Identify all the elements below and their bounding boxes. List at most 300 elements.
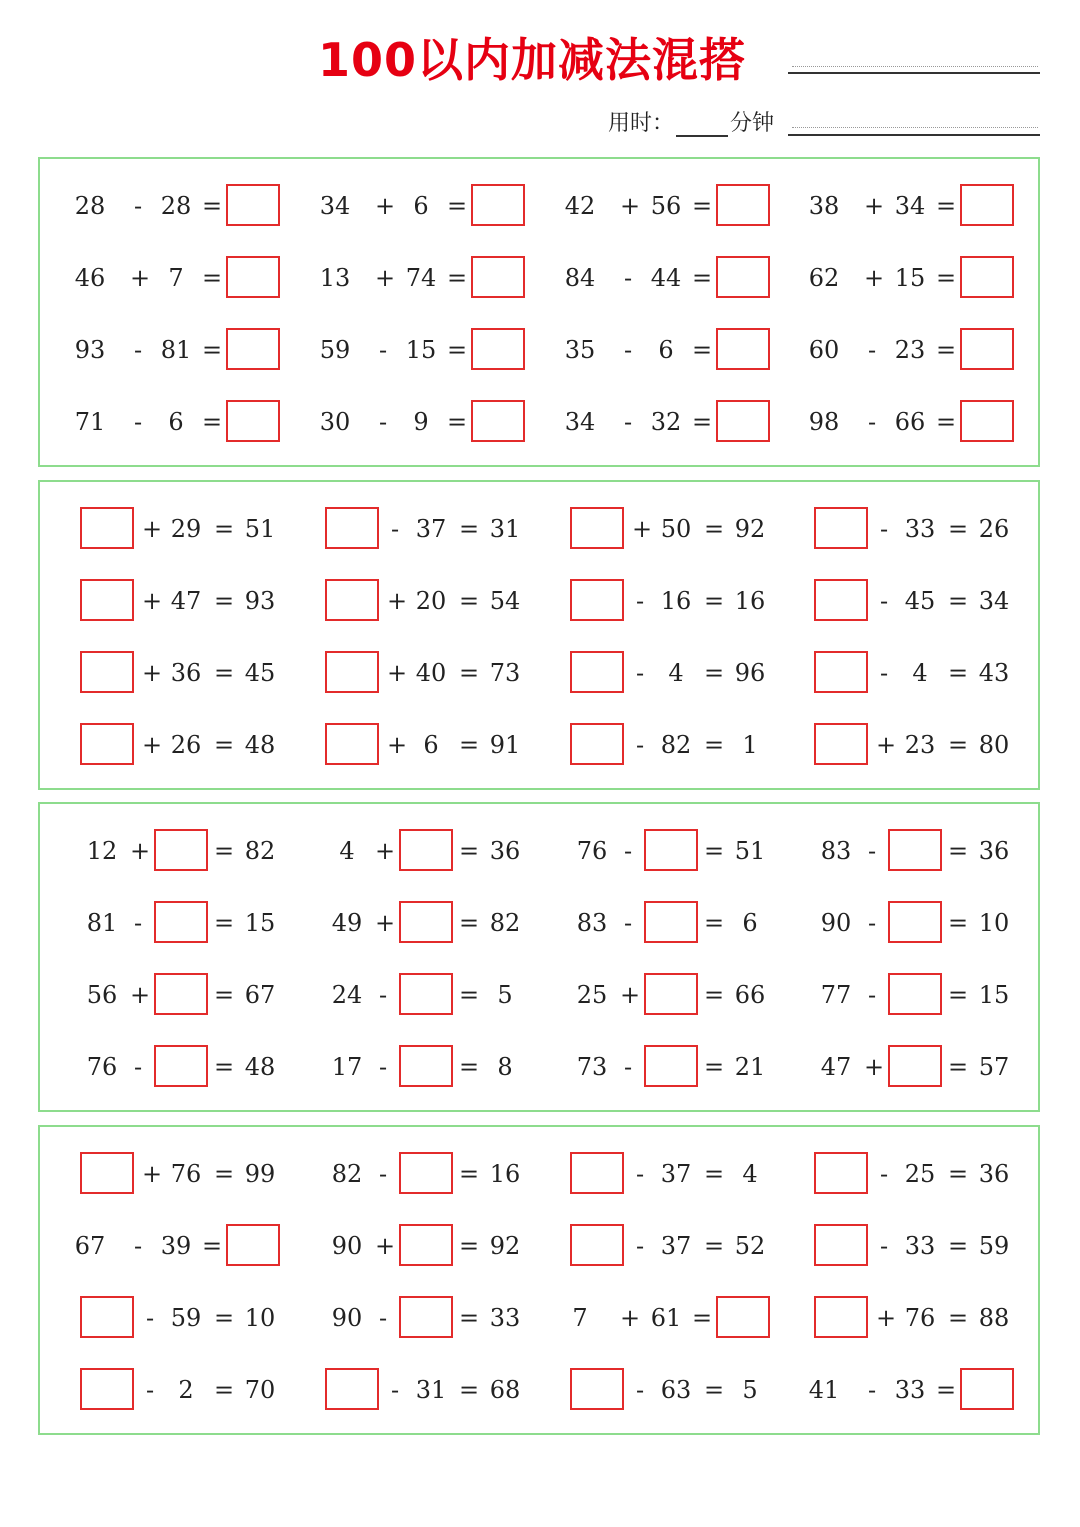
operator: - <box>623 909 633 937</box>
answer-box[interactable] <box>570 723 624 765</box>
result-number: 36 <box>978 837 1010 865</box>
operand-number: 6 <box>413 192 429 220</box>
answer-box[interactable] <box>888 901 942 943</box>
equation <box>794 651 1010 695</box>
result-number: 92 <box>489 1232 521 1260</box>
equals-sign: = <box>704 1053 725 1081</box>
equation <box>550 256 760 300</box>
equals-sign: = <box>704 1232 725 1260</box>
result-number: 10 <box>978 909 1010 937</box>
result-number: 57 <box>978 1053 1010 1081</box>
equation <box>60 184 270 228</box>
equation <box>794 1296 1010 1340</box>
operand-number: 30 <box>319 408 351 436</box>
operand-number: 83 <box>576 909 608 937</box>
operand-number: 34 <box>319 192 351 220</box>
result-number: 10 <box>244 1304 276 1332</box>
equals-sign: = <box>692 1304 713 1332</box>
equation <box>550 1296 760 1340</box>
equals-sign: = <box>214 1304 235 1332</box>
operator: - <box>867 981 877 1009</box>
answer-box[interactable] <box>814 723 868 765</box>
operand-number: 4 <box>912 659 928 687</box>
operator: - <box>879 1160 889 1188</box>
equation <box>794 973 1010 1017</box>
answer-box[interactable] <box>325 507 379 549</box>
answer-box[interactable] <box>399 1152 453 1194</box>
equals-sign: = <box>459 515 480 543</box>
equals-sign: = <box>459 1053 480 1081</box>
answer-box[interactable] <box>471 184 525 226</box>
equals-sign: = <box>948 659 969 687</box>
operator: - <box>390 515 400 543</box>
equals-sign: = <box>936 264 957 292</box>
operator: - <box>879 659 889 687</box>
result-number: 91 <box>489 731 521 759</box>
equals-sign: = <box>459 659 480 687</box>
equation <box>550 973 766 1017</box>
result-number: 48 <box>244 731 276 759</box>
answer-box[interactable] <box>814 1224 868 1266</box>
answer-box[interactable] <box>814 651 868 693</box>
equals-sign: = <box>948 1232 969 1260</box>
operand-number: 39 <box>160 1232 192 1260</box>
answer-box[interactable] <box>814 1152 868 1194</box>
answer-box[interactable] <box>888 829 942 871</box>
operand-number: 49 <box>331 909 363 937</box>
operator: + <box>130 981 151 1009</box>
result-number: 82 <box>244 837 276 865</box>
operator: + <box>864 192 885 220</box>
answer-box[interactable] <box>570 1224 624 1266</box>
operand-number: 6 <box>423 731 439 759</box>
operand-number: 13 <box>319 264 351 292</box>
equation <box>550 184 760 228</box>
operand-number: 4 <box>668 659 684 687</box>
operator: - <box>390 1376 400 1404</box>
operand-number: 81 <box>160 336 192 364</box>
answer-box[interactable] <box>399 1045 453 1087</box>
equation <box>305 829 521 873</box>
operand-number: 33 <box>894 1376 926 1404</box>
worksheet-title: 100以内加减法混搭 <box>318 33 747 87</box>
operator: + <box>130 837 151 865</box>
operator: - <box>635 1160 645 1188</box>
equals-sign: = <box>948 587 969 615</box>
equals-sign: = <box>459 731 480 759</box>
equals-sign: = <box>692 336 713 364</box>
equation <box>550 1045 766 1089</box>
equals-sign: = <box>202 336 223 364</box>
answer-box[interactable] <box>570 507 624 549</box>
operand-number: 61 <box>650 1304 682 1332</box>
operator: + <box>387 659 408 687</box>
operand-number: 83 <box>820 837 852 865</box>
answer-box[interactable] <box>154 973 208 1015</box>
operand-number: 41 <box>808 1376 840 1404</box>
result-number: 99 <box>244 1160 276 1188</box>
answer-box[interactable] <box>80 1368 134 1410</box>
equals-sign: = <box>704 515 725 543</box>
answer-box[interactable] <box>226 400 280 442</box>
equals-sign: = <box>948 837 969 865</box>
result-number: 52 <box>734 1232 766 1260</box>
answer-box[interactable] <box>226 256 280 298</box>
operand-number: 33 <box>904 515 936 543</box>
equation <box>305 973 515 1017</box>
equation <box>305 1152 521 1196</box>
result-number: 54 <box>489 587 521 615</box>
equation <box>60 256 270 300</box>
equation <box>794 723 1010 767</box>
result-number: 15 <box>244 909 276 937</box>
equals-sign: = <box>936 336 957 364</box>
answer-box[interactable] <box>960 1368 1014 1410</box>
result-number: 21 <box>734 1053 766 1081</box>
equation <box>60 651 276 695</box>
answer-box[interactable] <box>80 579 134 621</box>
answer-box[interactable] <box>716 184 770 226</box>
answer-box[interactable] <box>80 651 134 693</box>
operand-number: 26 <box>170 731 202 759</box>
answer-box[interactable] <box>471 328 525 370</box>
answer-box[interactable] <box>960 184 1014 226</box>
operand-number: 20 <box>415 587 447 615</box>
operator: - <box>635 587 645 615</box>
result-number: 26 <box>978 515 1010 543</box>
operand-number: 77 <box>820 981 852 1009</box>
equation <box>550 1152 760 1196</box>
equals-sign: = <box>214 515 235 543</box>
equation <box>60 507 276 551</box>
operand-number: 34 <box>564 408 596 436</box>
operand-number: 37 <box>660 1232 692 1260</box>
equation <box>550 400 760 444</box>
operand-number: 42 <box>564 192 596 220</box>
answer-box[interactable] <box>570 1152 624 1194</box>
answer-box[interactable] <box>716 328 770 370</box>
operand-number: 59 <box>170 1304 202 1332</box>
operand-number: 17 <box>331 1053 363 1081</box>
answer-box[interactable] <box>888 973 942 1015</box>
result-number: 8 <box>497 1053 513 1081</box>
equals-sign: = <box>948 515 969 543</box>
answer-box[interactable] <box>154 901 208 943</box>
operand-number: 46 <box>74 264 106 292</box>
answer-box[interactable] <box>399 901 453 943</box>
result-number: 6 <box>742 909 758 937</box>
operator: + <box>142 587 163 615</box>
operand-number: 2 <box>178 1376 194 1404</box>
equation <box>305 723 521 767</box>
operand-number: 71 <box>74 408 106 436</box>
result-number: 93 <box>244 587 276 615</box>
answer-box[interactable] <box>399 973 453 1015</box>
answer-box[interactable] <box>80 1296 134 1338</box>
answer-box[interactable] <box>226 328 280 370</box>
operand-number: 29 <box>170 515 202 543</box>
answer-box[interactable] <box>325 723 379 765</box>
result-number: 43 <box>978 659 1010 687</box>
answer-box[interactable] <box>399 1224 453 1266</box>
operand-number: 90 <box>331 1232 363 1260</box>
operand-number: 59 <box>319 336 351 364</box>
operator: - <box>635 1232 645 1260</box>
answer-box[interactable] <box>960 256 1014 298</box>
operator: + <box>864 264 885 292</box>
result-number: 1 <box>742 731 758 759</box>
answer-box[interactable] <box>960 400 1014 442</box>
operator: + <box>387 587 408 615</box>
equation <box>305 1224 521 1268</box>
operator: + <box>375 909 396 937</box>
equals-sign: = <box>447 336 468 364</box>
equation <box>550 579 766 623</box>
minute-label: 分钟 <box>730 111 775 136</box>
operator: - <box>133 1053 143 1081</box>
operand-number: 31 <box>415 1376 447 1404</box>
equation <box>305 1045 515 1089</box>
answer-box[interactable] <box>644 829 698 871</box>
answer-box[interactable] <box>325 651 379 693</box>
operand-number: 16 <box>660 587 692 615</box>
answer-box[interactable] <box>154 1045 208 1087</box>
equation <box>60 723 276 767</box>
result-number: 59 <box>978 1232 1010 1260</box>
operand-number: 40 <box>415 659 447 687</box>
equation <box>305 256 515 300</box>
equation <box>550 1368 760 1412</box>
equals-sign: = <box>704 587 725 615</box>
equals-sign: = <box>447 264 468 292</box>
answer-box[interactable] <box>399 829 453 871</box>
equals-sign: = <box>459 909 480 937</box>
answer-box[interactable] <box>80 507 134 549</box>
answer-box[interactable] <box>644 1045 698 1087</box>
operand-number: 36 <box>170 659 202 687</box>
answer-box[interactable] <box>888 1045 942 1087</box>
result-number: 16 <box>489 1160 521 1188</box>
operator: - <box>623 264 633 292</box>
equals-sign: = <box>214 659 235 687</box>
answer-box[interactable] <box>814 1296 868 1338</box>
time-spent-row <box>608 106 774 137</box>
result-number: 31 <box>489 515 521 543</box>
equals-sign: = <box>704 1376 725 1404</box>
equals-sign: = <box>214 731 235 759</box>
answer-box[interactable] <box>471 400 525 442</box>
equals-sign: = <box>214 1053 235 1081</box>
result-number: 36 <box>978 1160 1010 1188</box>
answer-box[interactable] <box>154 829 208 871</box>
operator: - <box>879 587 889 615</box>
section-3 <box>38 802 1040 1112</box>
minutes-blank[interactable] <box>676 115 728 137</box>
answer-box[interactable] <box>325 579 379 621</box>
operand-number: 45 <box>904 587 936 615</box>
operator: - <box>635 659 645 687</box>
operand-number: 38 <box>808 192 840 220</box>
operator: - <box>623 1053 633 1081</box>
equals-sign: = <box>704 731 725 759</box>
section-2 <box>38 480 1040 790</box>
equation <box>305 901 521 945</box>
operand-number: 6 <box>168 408 184 436</box>
answer-box[interactable] <box>570 651 624 693</box>
operand-number: 9 <box>413 408 429 436</box>
operand-number: 25 <box>576 981 608 1009</box>
operator: - <box>623 408 633 436</box>
operator: - <box>879 515 889 543</box>
operator: + <box>375 192 396 220</box>
equation <box>60 1296 276 1340</box>
operator: - <box>635 731 645 759</box>
operator: - <box>867 408 877 436</box>
operand-number: 62 <box>808 264 840 292</box>
equation <box>550 1224 766 1268</box>
operand-number: 23 <box>904 731 936 759</box>
equals-sign: = <box>214 837 235 865</box>
operand-number: 33 <box>904 1232 936 1260</box>
equation <box>550 723 760 767</box>
equals-sign: = <box>202 408 223 436</box>
answer-box[interactable] <box>226 1224 280 1266</box>
operand-number: 90 <box>820 909 852 937</box>
answer-box[interactable] <box>716 400 770 442</box>
operator: + <box>375 837 396 865</box>
equals-sign: = <box>214 1376 235 1404</box>
answer-box[interactable] <box>814 579 868 621</box>
equation <box>60 1224 270 1268</box>
score-line <box>788 134 1040 136</box>
result-number: 51 <box>244 515 276 543</box>
operand-number: 81 <box>86 909 118 937</box>
equation <box>305 1368 521 1412</box>
operand-number: 15 <box>405 336 437 364</box>
equals-sign: = <box>459 1304 480 1332</box>
equals-sign: = <box>948 909 969 937</box>
equals-sign: = <box>692 408 713 436</box>
operator: - <box>867 909 877 937</box>
operand-number: 4 <box>339 837 355 865</box>
operand-number: 6 <box>658 336 674 364</box>
answer-box[interactable] <box>960 328 1014 370</box>
operator: - <box>635 1376 645 1404</box>
answer-box[interactable] <box>716 256 770 298</box>
operand-number: 73 <box>576 1053 608 1081</box>
operator: + <box>876 731 897 759</box>
equation <box>305 400 515 444</box>
equation <box>794 328 1004 372</box>
operator: + <box>620 981 641 1009</box>
result-number: 15 <box>978 981 1010 1009</box>
answer-box[interactable] <box>644 901 698 943</box>
result-number: 80 <box>978 731 1010 759</box>
operand-number: 67 <box>74 1232 106 1260</box>
equals-sign: = <box>948 1160 969 1188</box>
answer-box[interactable] <box>570 1368 624 1410</box>
operator: - <box>623 336 633 364</box>
result-number: 5 <box>497 981 513 1009</box>
equals-sign: = <box>704 909 725 937</box>
operator: + <box>876 1304 897 1332</box>
operator: - <box>623 837 633 865</box>
name-dotted-guide <box>792 66 1038 67</box>
equals-sign: = <box>202 1232 223 1260</box>
equals-sign: = <box>948 731 969 759</box>
operator: - <box>133 336 143 364</box>
equation <box>794 1152 1010 1196</box>
equals-sign: = <box>459 837 480 865</box>
result-number: 73 <box>489 659 521 687</box>
equals-sign: = <box>948 1053 969 1081</box>
operator: - <box>867 1376 877 1404</box>
operator: - <box>145 1304 155 1332</box>
operand-number: 82 <box>331 1160 363 1188</box>
operand-number: 74 <box>405 264 437 292</box>
equals-sign: = <box>447 408 468 436</box>
equals-sign: = <box>214 1160 235 1188</box>
operand-number: 15 <box>894 264 926 292</box>
result-number: 96 <box>734 659 766 687</box>
operator: - <box>145 1376 155 1404</box>
equals-sign: = <box>214 981 235 1009</box>
operand-number: 84 <box>564 264 596 292</box>
operand-number: 56 <box>650 192 682 220</box>
equals-sign: = <box>704 659 725 687</box>
operand-number: 56 <box>86 981 118 1009</box>
operand-number: 76 <box>576 837 608 865</box>
equation <box>305 651 521 695</box>
operand-number: 98 <box>808 408 840 436</box>
operator: + <box>130 264 151 292</box>
answer-box[interactable] <box>80 1152 134 1194</box>
answer-box[interactable] <box>80 723 134 765</box>
operator: - <box>133 192 143 220</box>
answer-box[interactable] <box>325 1368 379 1410</box>
answer-box[interactable] <box>644 973 698 1015</box>
operator: + <box>620 1304 641 1332</box>
answer-box[interactable] <box>226 184 280 226</box>
operand-number: 76 <box>904 1304 936 1332</box>
answer-box[interactable] <box>471 256 525 298</box>
answer-box[interactable] <box>814 507 868 549</box>
answer-box[interactable] <box>399 1296 453 1338</box>
operand-number: 34 <box>894 192 926 220</box>
operand-number: 76 <box>170 1160 202 1188</box>
operand-number: 44 <box>650 264 682 292</box>
equation <box>60 328 270 372</box>
operator: + <box>375 1232 396 1260</box>
equation <box>60 973 276 1017</box>
operand-number: 35 <box>564 336 596 364</box>
equals-sign: = <box>459 981 480 1009</box>
result-number: 45 <box>244 659 276 687</box>
operand-number: 7 <box>572 1304 588 1332</box>
answer-box[interactable] <box>570 579 624 621</box>
operator: + <box>142 659 163 687</box>
equation <box>794 184 1004 228</box>
answer-box[interactable] <box>716 1296 770 1338</box>
equation <box>305 184 515 228</box>
operand-number: 25 <box>904 1160 936 1188</box>
operand-number: 47 <box>170 587 202 615</box>
equation <box>550 829 766 873</box>
operator: + <box>632 515 653 543</box>
result-number: 5 <box>742 1376 758 1404</box>
equation <box>794 579 1010 623</box>
equation <box>60 901 276 945</box>
